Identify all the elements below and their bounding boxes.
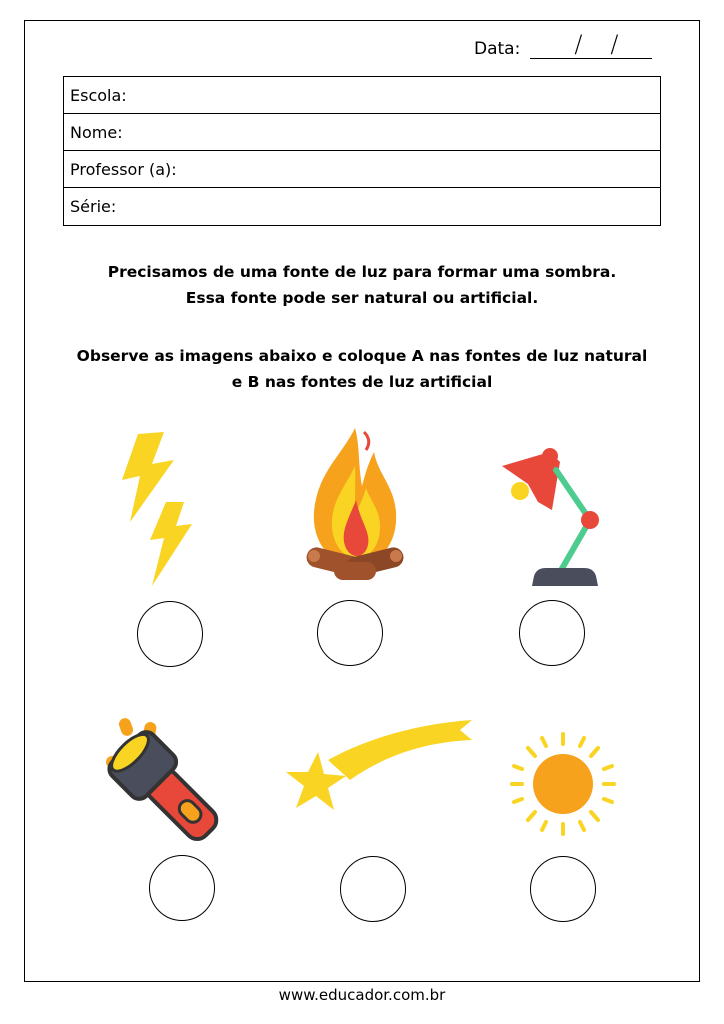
shooting-star-icon [284,710,474,814]
instructions-line-2: e B nas fontes de luz artificial [231,373,493,391]
answer-circle-lightning[interactable] [137,601,203,667]
date-field [474,30,652,59]
date-separator: / [610,30,619,58]
lightning-icon [116,430,200,588]
intro-line-2: Essa fonte pode ser natural ou artificial. [185,289,539,307]
teacher-label: Professor (a): [70,160,177,179]
answer-circle-flashlight[interactable] [149,855,215,921]
intro-line-1: Precisamos de uma fonte de luz para formar uma sombra. [107,263,617,281]
answer-circle-desk-lamp[interactable] [519,600,585,666]
footer-website: www.educador.com.br [278,986,446,1004]
grade-field[interactable] [64,188,660,225]
intro-text [30,259,694,311]
school-field[interactable] [64,77,660,114]
instructions-text [30,343,694,395]
answer-circle-sun[interactable] [530,856,596,922]
school-label: Escola: [70,86,127,105]
flashlight-icon [104,716,238,844]
answer-circle-shooting-star[interactable] [340,856,406,922]
campfire-icon [300,424,410,586]
date-input-line[interactable] [530,30,652,59]
sun-icon [506,730,620,838]
grade-label: Série: [70,197,117,216]
date-label: Data: [474,39,521,59]
teacher-field[interactable] [64,151,660,188]
instructions-line-1: Observe as imagens abaixo e coloque A nas fontes de luz natural [76,347,648,365]
student-info-table [63,76,661,226]
date-separator: / [574,30,583,58]
desk-lamp-icon [498,444,608,586]
answer-circle-campfire[interactable] [317,600,383,666]
name-label: Nome: [70,123,123,142]
name-field[interactable] [64,114,660,151]
